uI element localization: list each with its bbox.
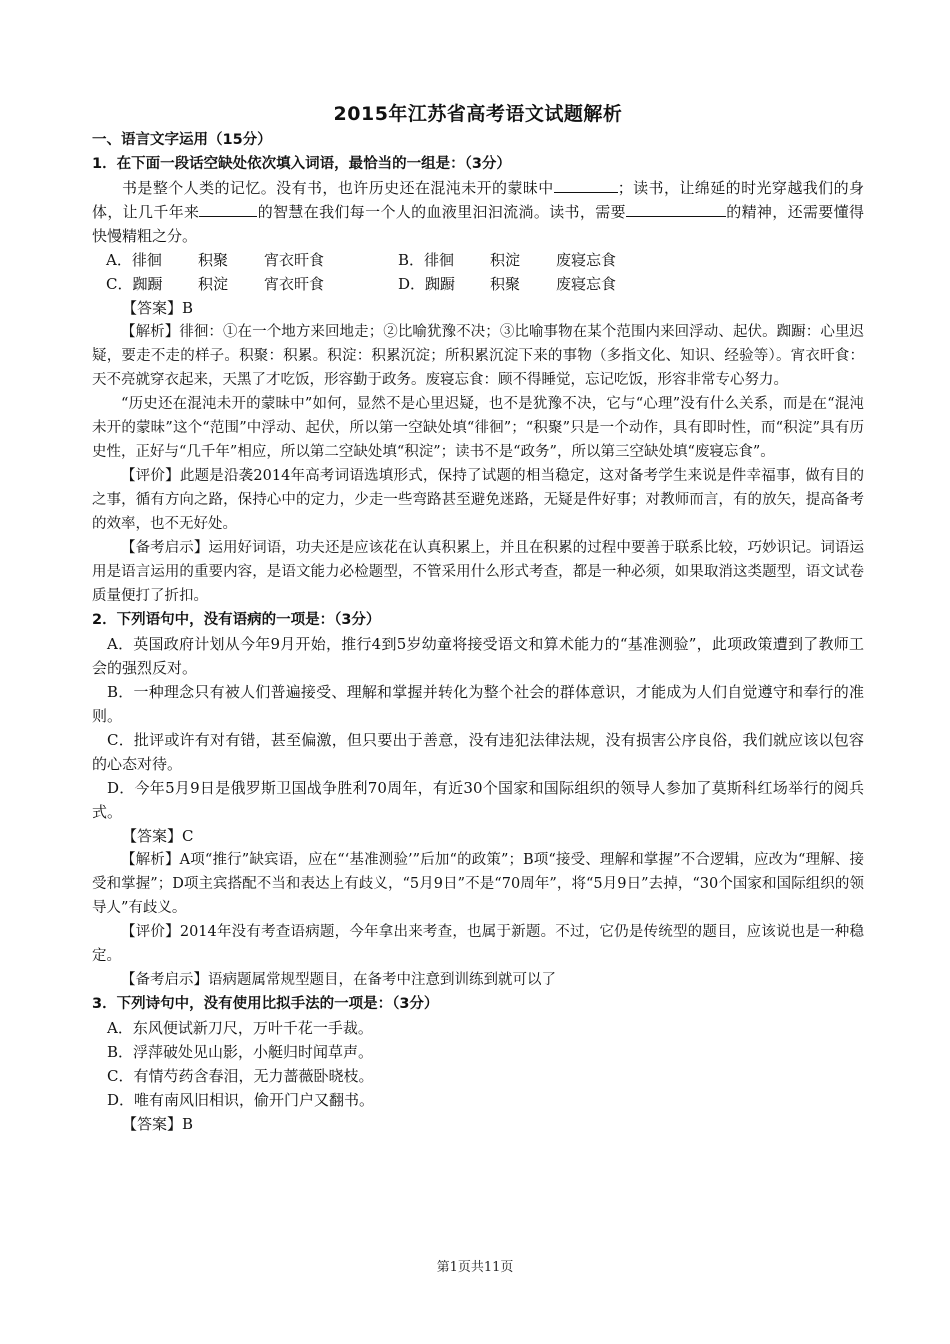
passage-part-2: ；读书，让绵延的时光穿越我们的身体，让几千年来 xyxy=(92,179,864,221)
passage-part-3: 的智慧在我们每一个人的血液里汩汩流淌。读书，需要 xyxy=(257,203,626,221)
tips-label: 【备考启示】 xyxy=(121,972,208,988)
option-b-word-2: 积淀 xyxy=(490,251,521,269)
question-2-option-d: D．今年5月9日是俄罗斯卫国战争胜利70周年，有近30个国家和国际组织的领导人参加了莫斯科红场举行的阅兵式。 xyxy=(92,779,864,821)
question-3-option-a: A．东风便试新刀尺，万叶千花一手裁。 xyxy=(107,1019,373,1037)
section-heading: 一、语言文字运用（15分） xyxy=(92,132,272,148)
option-a-word-2: 积聚 xyxy=(198,251,229,269)
question-1-answer: 【答案】B xyxy=(122,299,194,317)
question-2-answer: 【答案】C xyxy=(122,827,194,845)
question-2-option-c: C．批评或许有对有错，甚至偏激，但只要出于善意，没有违犯法律法规，没有损害公序良俗，我们就应该以包容的心态对待。 xyxy=(92,731,864,773)
review-label: 【评价】 xyxy=(121,924,180,940)
question-2-analysis xyxy=(92,848,864,920)
blank-3 xyxy=(626,202,726,217)
page-title: 2015年江苏省高考语文试题解析 xyxy=(333,103,623,125)
tips-label: 【备考启示】 xyxy=(121,540,209,556)
question-1-stem: 1．在下面一段话空缺处依次填入词语，最恰当的一组是：（3分） xyxy=(92,156,511,172)
option-b-word-3: 废寝忘食 xyxy=(556,251,617,269)
question-3-option-d: D．唯有南风旧相识，偷开门户又翻书。 xyxy=(107,1091,375,1109)
option-c-word-1: C．踟蹰 xyxy=(106,275,163,293)
option-c-word-3: 宵衣旰食 xyxy=(264,275,325,293)
question-3-answer: 【答案】B xyxy=(122,1115,194,1133)
blank-2 xyxy=(199,202,257,217)
question-2-review xyxy=(92,920,864,968)
tips-text: 运用好词语，功夫还是应该花在认真积累上，并且在积累的过程中要善于联系比较，巧妙识记。词语运用是语言运用的重要内容，是语文能力必检题型，不管采用什么形式考查，都是一种必须，如果取消这类题型，语文试卷质量便打了折扣。 xyxy=(92,540,864,604)
blank-1 xyxy=(554,178,618,193)
question-3-option-c: C．有情芍药含春泪，无力蔷薇卧晓枝。 xyxy=(107,1067,374,1085)
option-a-word-1: A．徘徊 xyxy=(106,251,162,269)
question-1-tips xyxy=(92,536,864,608)
analysis-text: 徘徊：①在一个地方来回地走；②比喻犹豫不决；③比喻事物在某个范围内来回浮动、起伏。踟蹰：心里迟疑，要走不走的样子。积聚：积累。积淀：积累沉淀；所积累沉淀下来的事物（多指文化、知识、经验等）。宵衣旰食：天不亮就穿衣起来，天黑了才吃饭，形容勤于政务。废寝忘食：顾不得睡觉，忘记吃饭，形容非常专心努力。 xyxy=(92,324,864,388)
question-1-review xyxy=(92,464,864,536)
page-footer: 第1页共11页 xyxy=(436,1260,514,1275)
option-d-word-3: 废寝忘食 xyxy=(556,275,617,293)
question-3-option-b: B．浮萍破处见山影，小艇归时闻草声。 xyxy=(107,1043,374,1061)
analysis-label: 【解析】 xyxy=(121,852,180,868)
question-2-stem: 2．下列语句中，没有语病的一项是：（3分） xyxy=(92,612,381,628)
question-2-tips xyxy=(92,968,864,992)
question-1-options-row-2 xyxy=(92,272,864,296)
option-d-word-1: D．踟蹰 xyxy=(398,275,456,293)
review-text: 2014年没有考查语病题，今年拿出来考查，也属于新题。不过，它仍是传统型的题目，应该说也是一种稳定。 xyxy=(92,924,864,964)
analysis-text: A项“推行”缺宾语，应在“‘基准测验’”后加“的政策”；B项“接受、理解和掌握”不合逻辑，应改为“理解、接受和掌握”；D项主宾搭配不当和表达上有歧义，“5月9日”不是“70周年”，将“5月9日”去掉，“30个国家和国际组织的领导人”有歧义。 xyxy=(92,852,865,916)
option-b-word-1: B．徘徊 xyxy=(398,251,455,269)
passage-part-4: 的精神，还需要懂得快慢精粗之分。 xyxy=(92,203,864,245)
review-label: 【评价】 xyxy=(121,468,180,484)
question-1-analysis xyxy=(92,320,864,392)
option-d-word-2: 积聚 xyxy=(490,275,521,293)
option-c-word-2: 积淀 xyxy=(198,275,229,293)
option-a-word-3: 宵衣旰食 xyxy=(264,251,325,269)
analysis-label: 【解析】 xyxy=(121,324,180,340)
question-2-option-b: B．一种理念只有被人们普遍接受、理解和掌握并转化为整个社会的群体意识，才能成为人们自觉遵守和奉行的准则。 xyxy=(92,683,864,725)
question-3-stem: 3．下列诗句中，没有使用比拟手法的一项是：（3分） xyxy=(92,996,439,1012)
question-1-options-row-1 xyxy=(92,248,864,272)
tips-text: 语病题属常规型题目，在备考中注意到训练到就可以了 xyxy=(208,972,556,988)
passage-part-1: 书是整个人类的记忆。没有书，也许历史还在混沌未开的蒙昧中 xyxy=(122,179,554,197)
question-1-passage xyxy=(92,176,864,248)
question-1-analysis-2: “历史还在混沌未开的蒙昧中”如何，显然不是心里迟疑，也不是犹豫不决，它与“心理”没有什么关系，而是在“混沌未开的蒙昧”这个“范围”中浮动、起伏，所以第一空缺处填“徘徊”；“积聚”只是一个动作，具有即时性，而“积淀”具有历史性，正好与“几千年”相应，所以第二空缺处填“积淀”；读书不是“政务”，所以第三空缺处填“废寝忘食”。 xyxy=(92,396,864,460)
question-2-option-a: A．英国政府计划从今年9月开始，推行4到5岁幼童将接受语文和算术能力的“基准测验”，此项政策遭到了教师工会的强烈反对。 xyxy=(92,635,864,677)
review-text: 此题是沿袭2014年高考词语选填形式，保持了试题的相当稳定，这对备考学生来说是件幸福事，做有目的之事，循有方向之路，保持心中的定力，少走一些弯路甚至避免迷路，无疑是件好事；对教师而言，有的放矢，提高备考的效率，也不无好处。 xyxy=(92,468,864,532)
page-content xyxy=(92,100,864,1136)
